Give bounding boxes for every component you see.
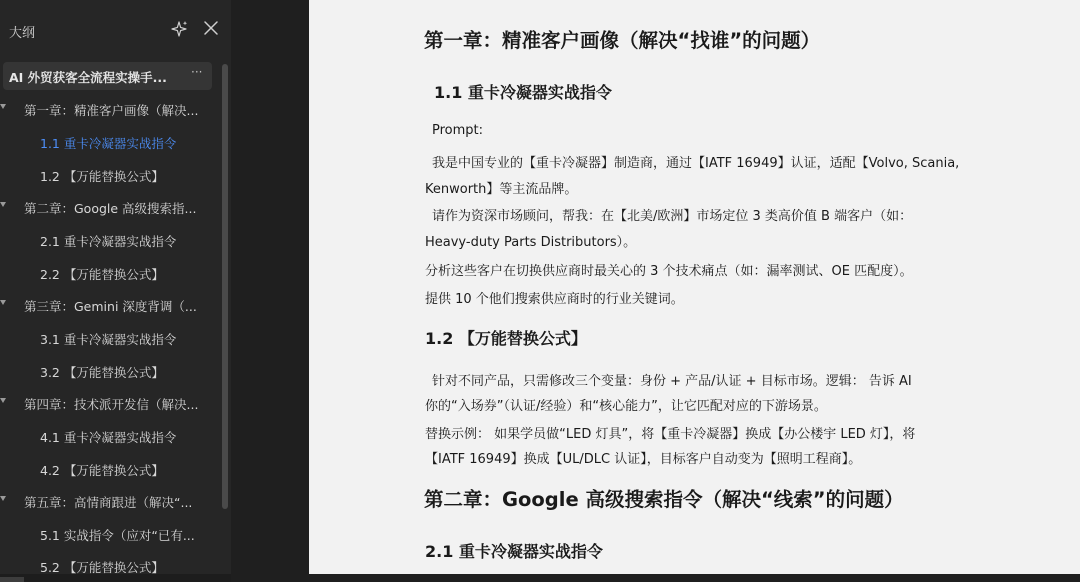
outline-item-4-1[interactable] [0, 424, 218, 448]
paragraph: 【IATF 16949】换成【UL/DLC 认证】，目标客户自动变为【照明工程商】。 [425, 452, 862, 467]
paragraph: 提供 10 个他们搜索供应商时的行业关键词。 [425, 292, 684, 307]
paragraph: 分析这些客户在切换供应商时最关心的 3 个技术痛点（如：漏率测试、OE 匹配度）。 [425, 264, 913, 279]
outline-item-2-1[interactable] [0, 228, 218, 252]
outline-item-3-1[interactable] [0, 326, 218, 350]
chevron-down-icon[interactable] [0, 300, 6, 305]
outline-item-label: 1.1 重卡冷凝器实战指令 [40, 136, 177, 151]
outline-item-chapter-1[interactable] [0, 97, 218, 121]
paragraph: Heavy-duty Parts Distributors）。 [425, 235, 637, 250]
chapter-1-heading: 第一章：精准客户画像（解决“找谁”的问题） [424, 29, 821, 52]
outline-item-3-2[interactable] [0, 359, 218, 383]
outline-doc-title[interactable] [3, 62, 212, 90]
editor-gutter [231, 0, 309, 582]
sidebar-header [0, 0, 231, 60]
outline-item-5-2[interactable] [0, 554, 218, 574]
outline-item-label: 第四章：技术派开发信（解决... [24, 397, 199, 412]
outline-item-1-1[interactable] [0, 130, 218, 154]
paragraph: Kenworth】等主流品牌。 [425, 182, 578, 197]
sidebar-bottom-tab[interactable] [0, 577, 24, 582]
outline-item-chapter-4[interactable] [0, 391, 218, 415]
prompt-label: Prompt: [432, 123, 484, 138]
outline-item-5-1[interactable] [0, 522, 218, 546]
outline-item-label: 3.1 重卡冷凝器实战指令 [40, 332, 177, 347]
paragraph: 你的“入场券”（认证/经验）和“核心能力”，让它匹配对应的下游场景。 [425, 399, 827, 414]
outline-item-label: 4.2 【万能替换公式】 [40, 463, 164, 478]
chevron-down-icon[interactable] [0, 202, 6, 207]
sidebar-scrollbar[interactable] [222, 64, 228, 509]
paragraph: 请作为资深市场顾问，帮我：在【北美/欧洲】市场定位 3 类高价值 B 端客户（如： [432, 209, 913, 224]
doc-title-label: AI 外贸获客全流程实操手... [9, 70, 167, 85]
outline-item-label: 2.1 重卡冷凝器实战指令 [40, 234, 177, 249]
section-2-1-heading: 2.1 重卡冷凝器实战指令 [425, 542, 603, 561]
more-icon[interactable]: ··· [191, 65, 203, 79]
outline-item-1-2[interactable] [0, 163, 218, 187]
status-bar [231, 574, 1080, 582]
outline-item-label: 第二章：Google 高级搜索指... [24, 201, 197, 216]
paragraph: 我是中国专业的【重卡冷凝器】制造商，通过【IATF 16949】认证，适配【Volvo, Scania, [432, 156, 960, 171]
outline-item-label: 2.2 【万能替换公式】 [40, 267, 164, 282]
chevron-down-icon[interactable] [0, 398, 6, 403]
chevron-down-icon[interactable] [0, 496, 6, 501]
outline-sidebar [0, 0, 231, 574]
section-1-2-heading: 1.2 【万能替换公式】 [425, 329, 587, 348]
sidebar-bottom-bar [0, 574, 231, 582]
outline-item-label: 5.1 实战指令（应对“已有... [40, 528, 195, 543]
outline-item-chapter-5[interactable] [0, 489, 218, 513]
outline-item-chapter-2[interactable] [0, 195, 218, 219]
paragraph: 替换示例： 如果学员做“LED 灯具”，将【重卡冷凝器】换成【办公楼宇 LED 灯】，将 [425, 427, 916, 442]
outline-item-2-2[interactable] [0, 261, 218, 285]
outline-item-chapter-3[interactable] [0, 293, 218, 317]
section-1-1-heading: 1.1 重卡冷凝器实战指令 [434, 83, 612, 102]
document-page [309, 0, 1080, 574]
sidebar-title: 大纲 [9, 26, 36, 41]
outline-item-label: 5.2 【万能替换公式】 [40, 560, 164, 574]
close-icon[interactable] [203, 20, 219, 36]
outline-item-label: 4.1 重卡冷凝器实战指令 [40, 430, 177, 445]
chapter-2-heading: 第二章：Google 高级搜索指令（解决“线索”的问题） [424, 488, 904, 511]
outline-item-label: 1.2 【万能替换公式】 [40, 169, 164, 184]
outline-item-label: 第五章：高情商跟进（解决“... [24, 495, 193, 510]
outline-item-label: 第一章：精准客户画像（解决... [24, 103, 199, 118]
outline-item-label: 3.2 【万能替换公式】 [40, 365, 164, 380]
chevron-down-icon[interactable] [0, 104, 6, 109]
sparkle-icon[interactable] [171, 20, 189, 38]
outline-item-4-2[interactable] [0, 457, 218, 481]
paragraph: 针对不同产品，只需修改三个变量：身份 + 产品/认证 + 目标市场。逻辑： 告诉 AI [432, 374, 912, 389]
outline-item-label: 第三章：Gemini 深度背调（... [24, 299, 197, 314]
